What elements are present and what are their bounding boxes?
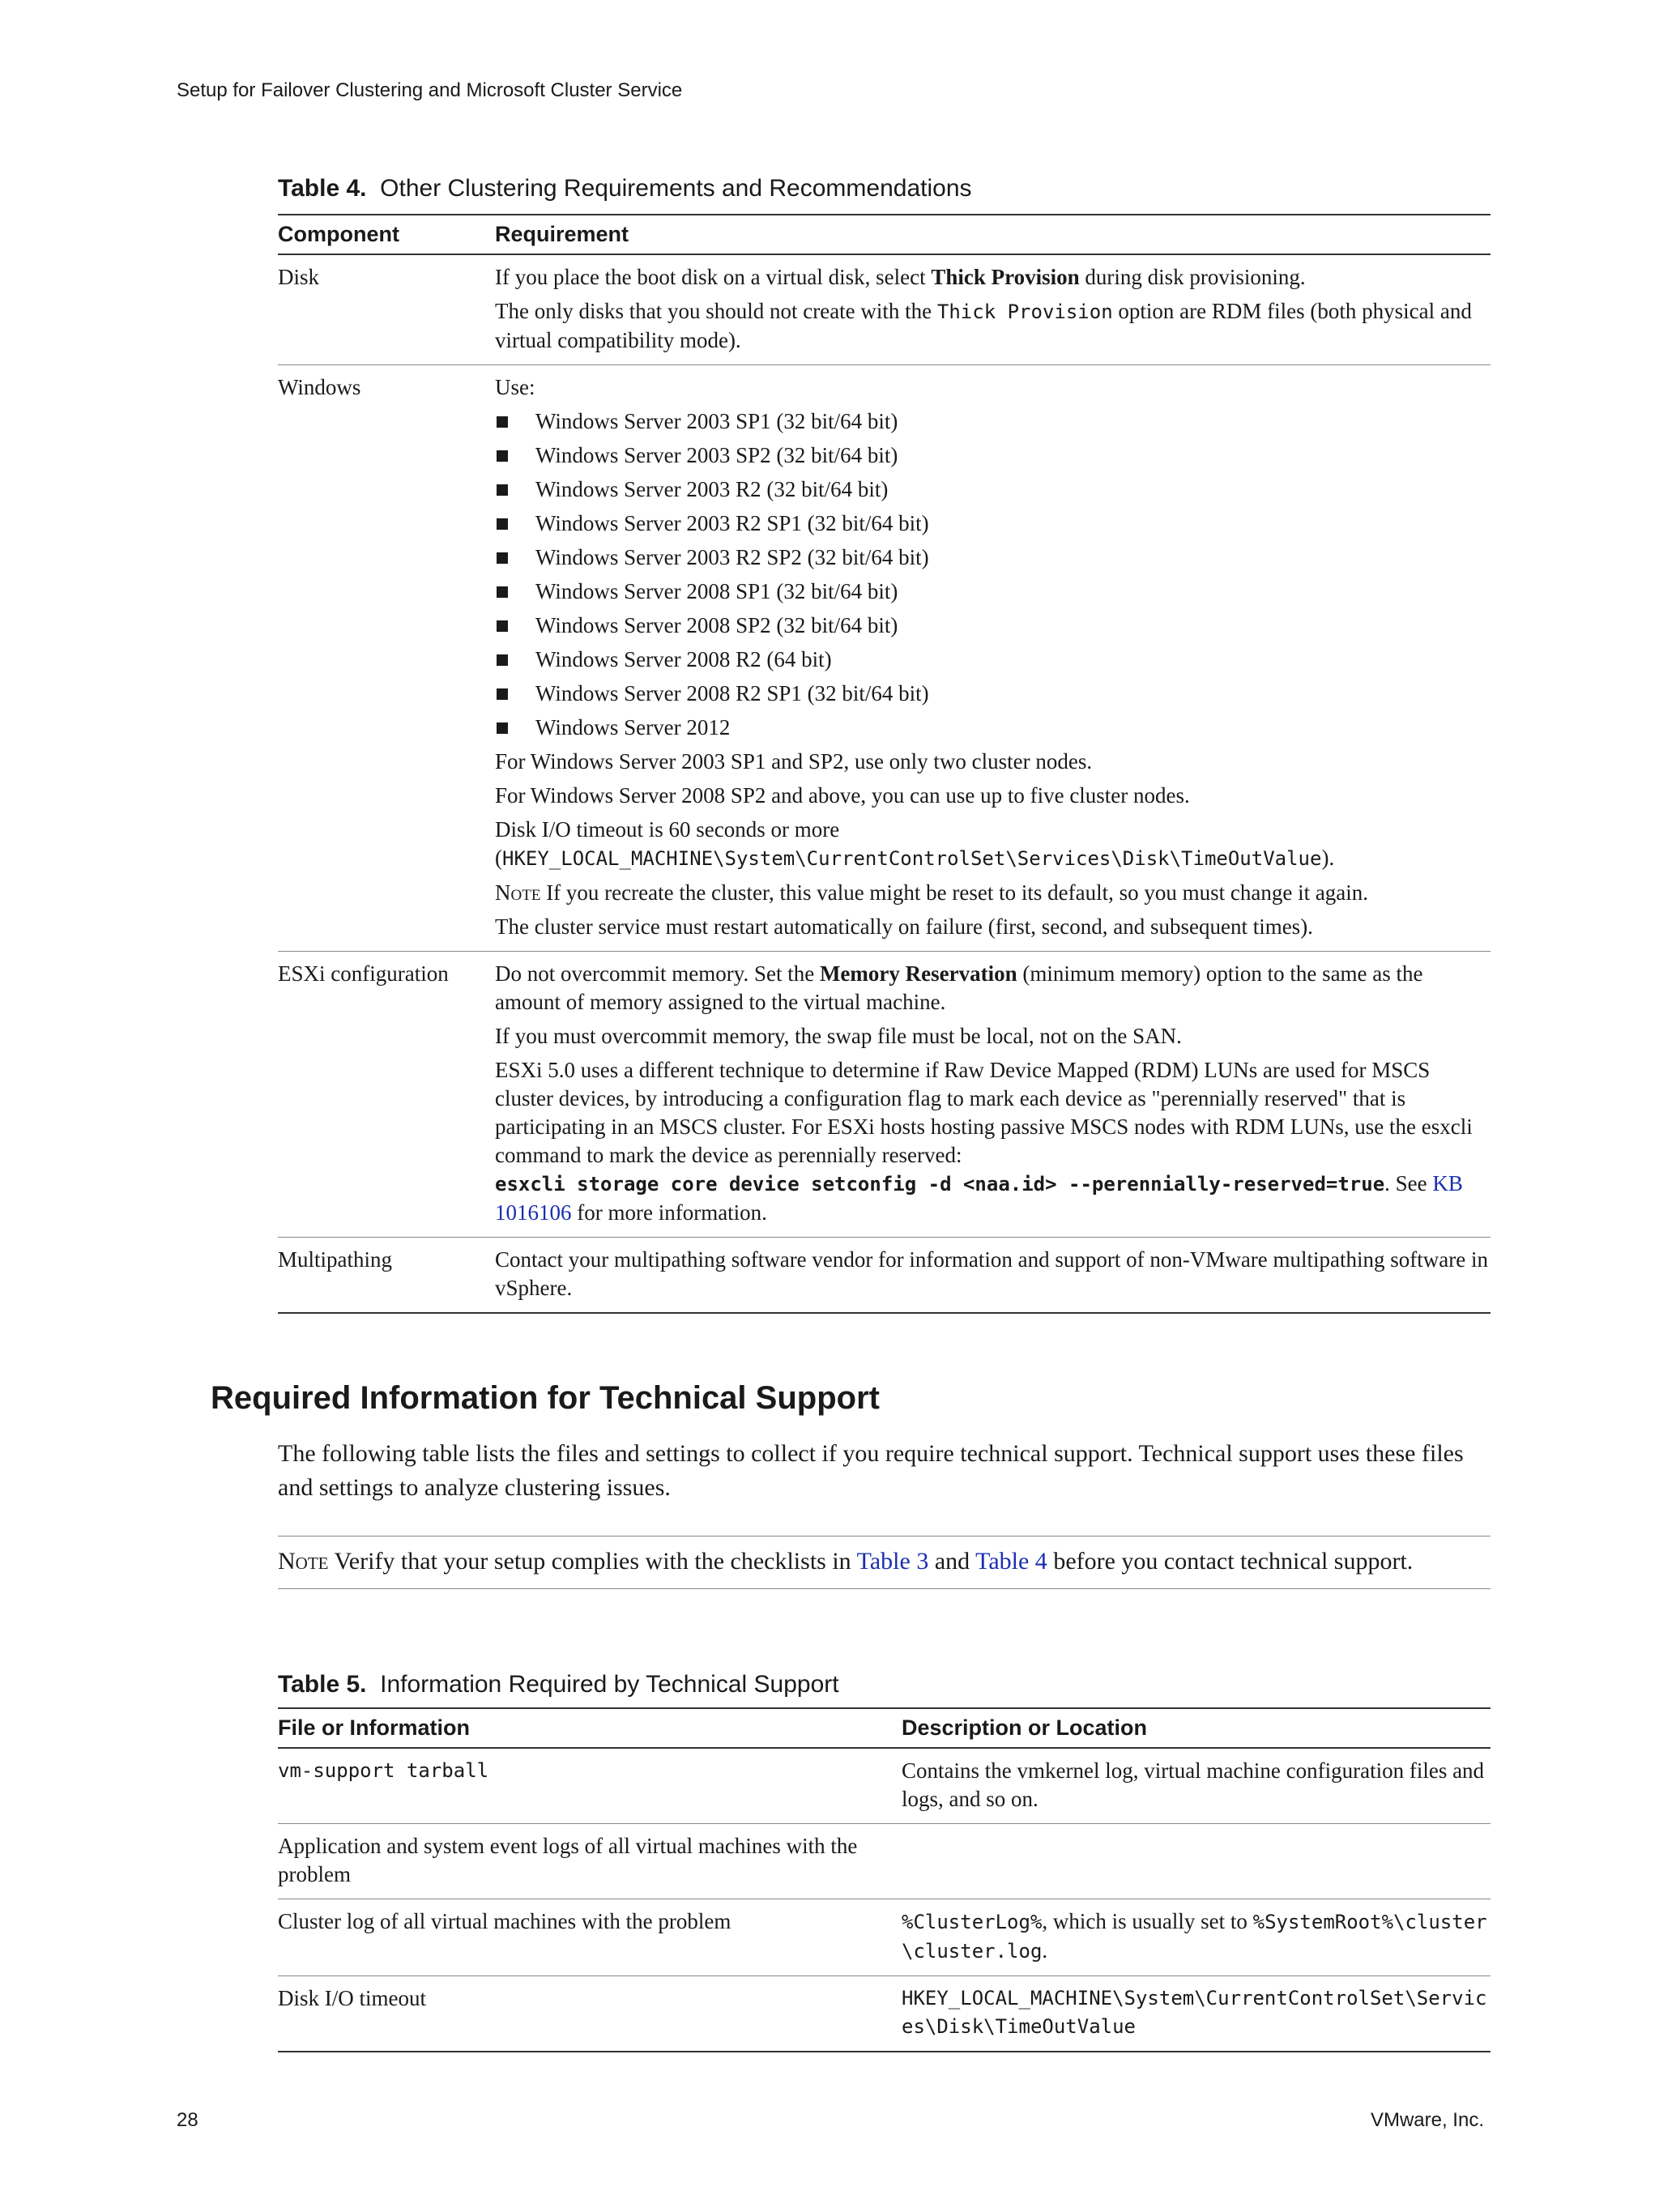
r3-file: Cluster log of all virtual machines with the problem <box>278 1909 731 1933</box>
table4-col-component: Component <box>278 222 399 246</box>
esxi-component: ESXi configuration <box>278 961 449 986</box>
section-intro: The following table lists the files and settings to collect if you require technical support. Technical support uses these files and settings to analyze clustering issues. <box>278 1440 1464 1501</box>
footer-company: VMware, Inc. <box>1370 2109 1484 2131</box>
section-note: Note Verify that your setup complies with the checklists in Table 3 and Table 4 before you contact technical support. <box>278 1536 1491 1589</box>
table4-caption-label: Table 4. <box>278 175 367 202</box>
list-item: Windows Server 2003 SP2 (32 bit/64 bit) <box>495 441 1491 470</box>
table5 <box>278 1707 1491 2052</box>
r1-file: vm-support tarball <box>278 1759 489 1782</box>
disk-p1: If you place the boot disk on a virtual disk, select Thick Provision during disk provisioning. <box>495 265 1306 289</box>
table3-link[interactable]: Table 3 <box>856 1548 929 1575</box>
r3-desc: %ClusterLog%, which is usually set to %SystemRoot%\cluster\cluster.log. <box>902 1909 1487 1963</box>
windows-nodes-2008: For Windows Server 2008 SP2 and above, you can use up to five cluster nodes. <box>495 783 1190 808</box>
list-item: Windows Server 2003 SP1 (32 bit/64 bit) <box>495 407 1491 436</box>
windows-component: Windows <box>278 375 361 399</box>
r1-desc: Contains the vmkernel log, virtual machine configuration files and logs, and so on. <box>902 1758 1485 1811</box>
windows-restart: The cluster service must restart automatically on failure (first, second, and subsequent times). <box>495 914 1313 939</box>
esxi-p1: Do not overcommit memory. Set the Memory Reservation (minimum memory) option to the same as the amount of memory assigned to the virtual machine. <box>495 961 1423 1014</box>
r4-desc: HKEY_LOCAL_MACHINE\System\CurrentControlSet\Services\Disk\TimeOutValue <box>902 1987 1487 2038</box>
list-item: Windows Server 2008 SP2 (32 bit/64 bit) <box>495 612 1491 640</box>
table-row <box>278 952 1491 1238</box>
table-row <box>278 254 1491 365</box>
esxi-p2: If you must overcommit memory, the swap file must be local, not on the SAN. <box>495 1024 1182 1048</box>
table4-caption <box>278 175 972 202</box>
table5-caption-label: Table 5. <box>278 1671 367 1698</box>
table-row <box>278 1899 1491 1976</box>
r2-file: Application and system event logs of all virtual machines with the problem <box>278 1834 858 1886</box>
windows-requirement <box>495 365 1491 952</box>
table-row <box>278 1976 1491 2052</box>
esxi-requirement <box>495 952 1491 1238</box>
r4-file: Disk I/O timeout <box>278 1986 426 2010</box>
list-item: Windows Server 2003 R2 (32 bit/64 bit) <box>495 475 1491 504</box>
windows-versions-list <box>495 407 1491 742</box>
list-item: Windows Server 2003 R2 SP2 (32 bit/64 bit) <box>495 543 1491 572</box>
table-row <box>278 1748 1491 1824</box>
section-heading: Required Information for Technical Support <box>211 1380 880 1416</box>
table4 <box>278 214 1491 1314</box>
list-item: Windows Server 2008 R2 (64 bit) <box>495 646 1491 674</box>
table5-col-file: File or Information <box>278 1715 471 1740</box>
table5-caption-title: Information Required by Technical Support <box>380 1671 839 1698</box>
esxi-p3: ESXi 5.0 uses a different technique to determine if Raw Device Mapped (RDM) LUNs are used for MSCS cluster devices, by introducing a configuration flag to mark each device as "perennially reserved" that is participating in an MSCS cluster. For ESXi hosts hosting passive MSCS nodes with RDM LUNs, use the esxcli command to mark the device as perennially reserved: esxcli storage core device setconfig -d <naa.id> --perennially-reserved=true. See KB 1016106 for more information. <box>495 1058 1473 1225</box>
table-row <box>278 1238 1491 1314</box>
windows-timeout: Disk I/O timeout is 60 seconds or more (HKEY_LOCAL_MACHINE\System\CurrentControlSet\Services\Disk\TimeOutValue). <box>495 817 1335 870</box>
table4-link[interactable]: Table 4 <box>975 1548 1047 1575</box>
windows-note: Note If you recreate the cluster, this value might be reset to its default, so you must change it again. <box>495 880 1369 905</box>
table4-caption-title: Other Clustering Requirements and Recommendations <box>380 175 972 202</box>
list-item: Windows Server 2008 R2 SP1 (32 bit/64 bit) <box>495 680 1491 708</box>
disk-p2: The only disks that you should not create with the Thick Provision option are RDM files (both physical and virtual compatibility mode). <box>495 299 1472 352</box>
r2-desc <box>902 1824 1491 1899</box>
list-item: Windows Server 2008 SP1 (32 bit/64 bit) <box>495 578 1491 606</box>
windows-nodes-2003: For Windows Server 2003 SP1 and SP2, use only two cluster nodes. <box>495 749 1093 774</box>
list-item: Windows Server 2012 <box>495 714 1491 742</box>
table-row <box>278 1824 1491 1899</box>
kb-1016106-link[interactable]: KB 1016106 <box>495 1171 1463 1225</box>
table-row <box>278 365 1491 952</box>
disk-requirement <box>495 254 1491 365</box>
table4-col-requirement: Requirement <box>495 222 629 246</box>
table5-caption <box>278 1671 839 1698</box>
table5-col-description: Description or Location <box>902 1715 1148 1740</box>
multipathing-requirement: Contact your multipathing software vendor for information and support of non-VMware multipathing software in vSphere. <box>495 1247 1488 1300</box>
page-number: 28 <box>177 2109 198 2131</box>
table5-header-row <box>278 1708 1491 1748</box>
list-item: Windows Server 2003 R2 SP1 (32 bit/64 bit) <box>495 509 1491 538</box>
table4-header-row <box>278 215 1491 254</box>
running-header: Setup for Failover Clustering and Microsoft Cluster Service <box>177 79 683 101</box>
esxcli-command: esxcli storage core device setconfig -d <naa.id> --perennially-reserved=true <box>495 1173 1385 1196</box>
windows-use: Use: <box>495 375 535 399</box>
disk-component: Disk <box>278 265 320 289</box>
multipathing-component: Multipathing <box>278 1247 392 1272</box>
